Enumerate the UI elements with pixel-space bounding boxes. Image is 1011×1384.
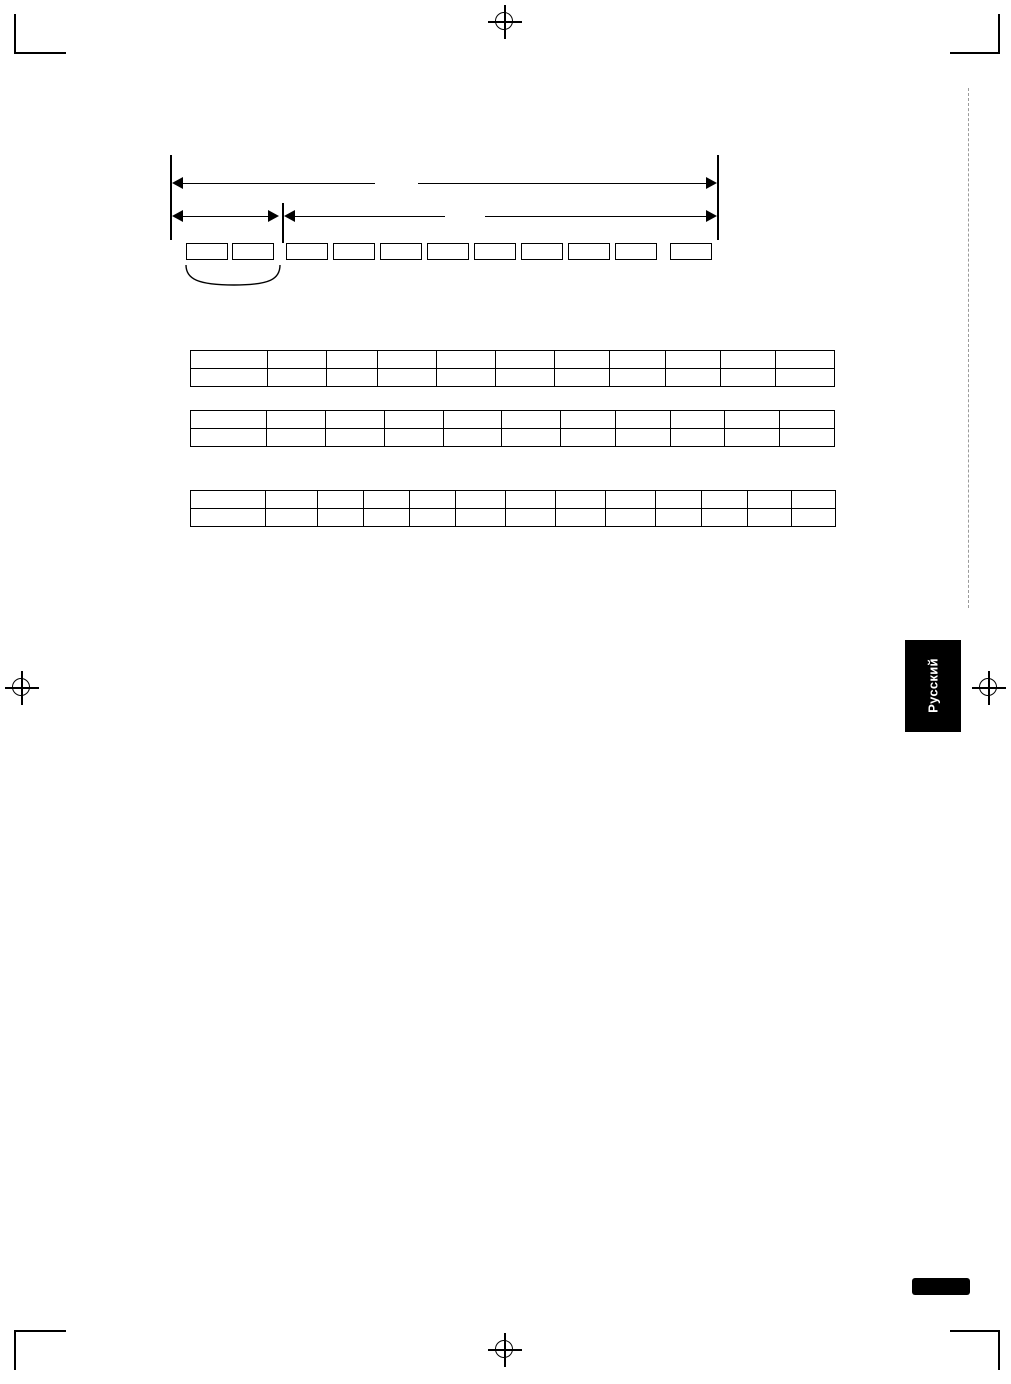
top-span-line-b [418, 183, 706, 184]
frame-left-boundary-tick [170, 155, 172, 240]
second-right-arrow-head-right [706, 210, 717, 222]
table-cell [502, 429, 561, 447]
table-cell [725, 429, 780, 447]
table-cell [561, 429, 616, 447]
table-three [190, 490, 836, 527]
table-cell [377, 369, 436, 387]
table-cell [364, 491, 410, 509]
table-cell [191, 351, 268, 369]
crop-mark-bottom-left [14, 1330, 66, 1370]
table-cell [556, 509, 606, 527]
second-left-arrow-line [183, 216, 268, 217]
table-cell [555, 369, 610, 387]
bit-box [521, 243, 563, 260]
bit-box [474, 243, 516, 260]
table-row [191, 429, 835, 447]
registration-mark-left [5, 671, 39, 705]
table-row [191, 351, 835, 369]
table-cell [615, 411, 670, 429]
table-cell [792, 491, 836, 509]
table-two [190, 410, 835, 447]
bit-box [380, 243, 422, 260]
second-left-arrow-head [172, 210, 183, 222]
table-cell [780, 429, 835, 447]
table-cell [191, 509, 266, 527]
bit-box [568, 243, 610, 260]
table-cell [670, 429, 725, 447]
table-cell [720, 351, 775, 369]
table-cell [191, 491, 266, 509]
bit-box [186, 243, 228, 260]
table-cell [443, 429, 502, 447]
registration-mark-right [972, 671, 1006, 705]
language-tab [905, 640, 961, 732]
table-cell [325, 429, 384, 447]
table-cell [456, 509, 506, 527]
bit-box [615, 243, 657, 260]
table-cell [610, 369, 665, 387]
table-cell [436, 369, 495, 387]
table-cell [191, 411, 267, 429]
table-row [191, 411, 835, 429]
table-cell [502, 411, 561, 429]
table-cell [267, 369, 326, 387]
brace-under-first-bits [184, 263, 284, 293]
table-cell [561, 411, 616, 429]
second-left-arrow-head-right [268, 210, 279, 222]
table-cell [384, 429, 443, 447]
table-cell [748, 491, 792, 509]
table-cell [436, 351, 495, 369]
registration-mark-top [488, 5, 522, 39]
registration-mark-bottom [488, 1333, 522, 1367]
table-cell [384, 411, 443, 429]
table-cell [556, 491, 606, 509]
table-cell [555, 351, 610, 369]
bit-box [670, 243, 712, 260]
table-cell [720, 369, 775, 387]
bit-box [427, 243, 469, 260]
language-tab-label: Русский [925, 658, 941, 713]
page-number-badge [912, 1278, 970, 1295]
table-cell [656, 491, 702, 509]
crop-mark-top-right [950, 14, 1000, 54]
table-cell [702, 491, 748, 509]
table-cell [410, 491, 456, 509]
table-cell [266, 491, 318, 509]
table-cell [318, 509, 364, 527]
table-cell [456, 491, 506, 509]
second-row-divider-tick [282, 203, 284, 243]
table-cell [410, 509, 456, 527]
table-cell [792, 509, 836, 527]
bit-box [333, 243, 375, 260]
brace-icon [184, 263, 284, 293]
table-cell [725, 411, 780, 429]
table-cell [267, 411, 326, 429]
top-span-arrow-right [706, 177, 717, 189]
top-span-line-a [183, 183, 375, 184]
table-cell [748, 509, 792, 527]
table-row [191, 509, 836, 527]
table-cell [364, 509, 410, 527]
second-right-arrow-line-a [295, 216, 445, 217]
table-cell [496, 369, 555, 387]
table-cell [606, 509, 656, 527]
table-cell [775, 369, 834, 387]
table-cell [665, 351, 720, 369]
table-cell [665, 369, 720, 387]
table-cell [606, 491, 656, 509]
second-right-arrow-head-left [284, 210, 295, 222]
table-one [190, 350, 835, 387]
frame-right-boundary-tick [717, 155, 719, 240]
bit-box [232, 243, 274, 260]
table-cell [670, 411, 725, 429]
table-cell [610, 351, 665, 369]
table-cell [267, 429, 326, 447]
table-cell [326, 369, 377, 387]
table-row [191, 491, 836, 509]
trim-guide-right [968, 88, 969, 608]
table-cell [615, 429, 670, 447]
table-cell [326, 351, 377, 369]
table-cell [267, 351, 326, 369]
table-cell [775, 351, 834, 369]
table-cell [506, 491, 556, 509]
table-cell [318, 491, 364, 509]
bit-field-frame-diagram [170, 155, 730, 305]
table-cell [496, 351, 555, 369]
table-cell [780, 411, 835, 429]
table-cell [191, 429, 267, 447]
table-cell [191, 369, 268, 387]
table-cell [377, 351, 436, 369]
table-cell [656, 509, 702, 527]
crop-mark-bottom-right [950, 1330, 1000, 1370]
table-cell [443, 411, 502, 429]
table-cell [266, 509, 318, 527]
table-cell [702, 509, 748, 527]
table-row [191, 369, 835, 387]
bit-box [286, 243, 328, 260]
second-right-arrow-line-b [485, 216, 706, 217]
top-span-arrow-left [172, 177, 183, 189]
table-cell [325, 411, 384, 429]
crop-mark-top-left [14, 14, 66, 54]
table-cell [506, 509, 556, 527]
